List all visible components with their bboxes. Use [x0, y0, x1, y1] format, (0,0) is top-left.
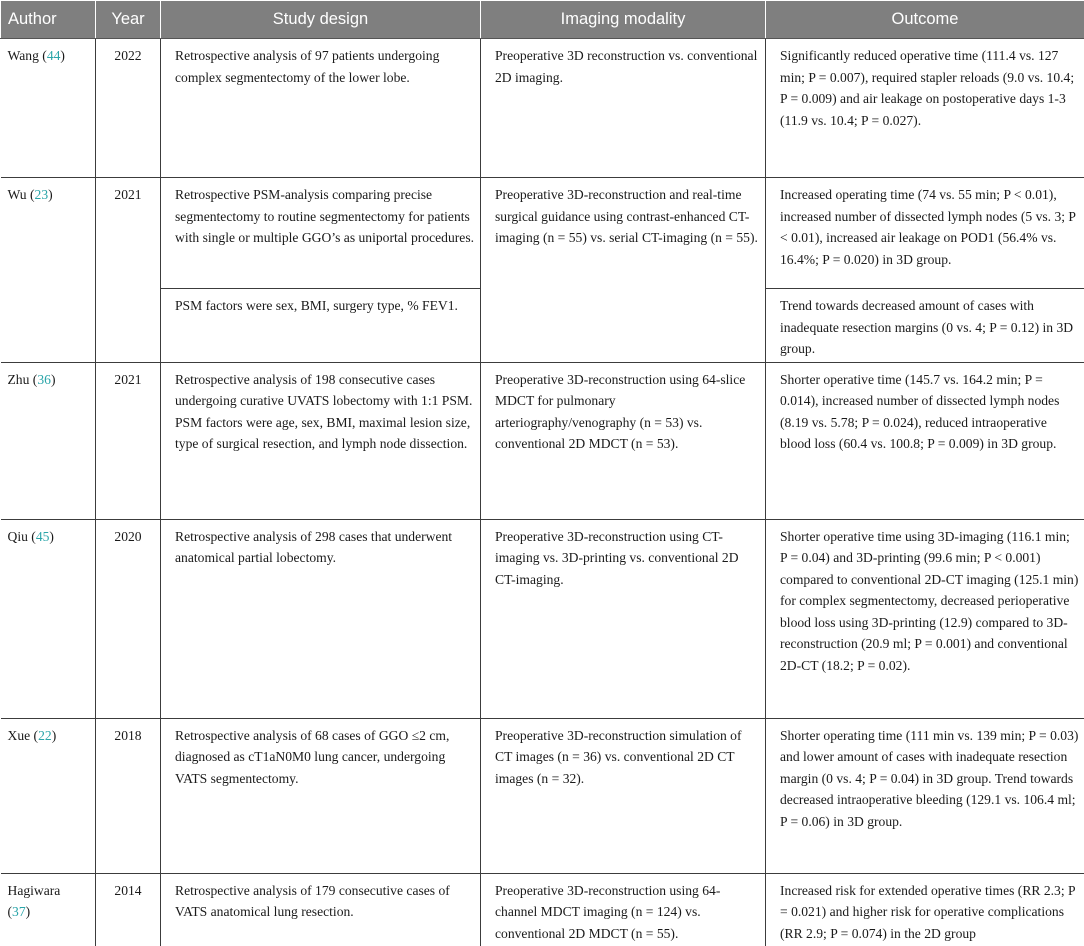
header-study-design: Study design	[161, 1, 481, 39]
imaging-modality-cell: Preoperative 3D-reconstruction using CT-imaging vs. 3D-printing vs. conventional 2D CT-imaging.	[481, 519, 766, 718]
outcome-cell: Increased operating time (74 vs. 55 min; P < 0.01), increased number of dissected lymph nodes (5 vs. 3; P < 0.01), increased air leakage on POD1 (56.4% vs. 16.4%; P = 0.020) in 3D group.	[766, 178, 1084, 289]
reference-link[interactable]: 22	[38, 728, 52, 743]
reference-link[interactable]: 37	[12, 904, 26, 919]
year-cell: 2020	[96, 519, 161, 718]
year-cell: 2018	[96, 718, 161, 873]
table-row	[1, 718, 1084, 873]
outcome-cell: Increased risk for extended operative times (RR 2.3; P = 0.021) and higher risk for operative complications (RR 2.9; P = 0.074) in the 2D group	[766, 873, 1084, 946]
outcome-cell: Shorter operating time (111 min vs. 139 min; P = 0.03) and lower amount of cases with inadequate resection margin (0 vs. 4; P = 0.04) in 3D group. Trend towards decreased intraoperative bleeding (129.1 vs. 106.4 ml; P = 0.06) in 3D group.	[766, 718, 1084, 873]
table-row	[1, 178, 1084, 289]
table-row	[1, 519, 1084, 718]
header-year: Year	[96, 1, 161, 39]
study-design-cell: Retrospective analysis of 298 cases that underwent anatomical partial lobectomy.	[161, 519, 481, 718]
year-cell: 2014	[96, 873, 161, 946]
imaging-modality-cell: Preoperative 3D-reconstruction using 64-slice MDCT for pulmonary arteriography/venography (n = 53) vs. conventional 2D MDCT (n = 53).	[481, 362, 766, 519]
author-name: Wang	[8, 48, 39, 63]
author-name: Qiu	[8, 529, 28, 544]
author-name: Xue	[8, 728, 31, 743]
table-row	[1, 873, 1084, 946]
table-row	[1, 39, 1084, 178]
author-name: Hagiwara	[8, 883, 61, 898]
imaging-modality-cell: Preoperative 3D-reconstruction simulation of CT images (n = 36) vs. conventional 2D CT images (n = 32).	[481, 718, 766, 873]
header-imaging-modality: Imaging modality	[481, 1, 766, 39]
imaging-modality-cell: Preoperative 3D-reconstruction using 64-channel MDCT imaging (n = 124) vs. conventional 2D MDCT (n = 55).	[481, 873, 766, 946]
header-row	[1, 1, 1084, 39]
author-cell: Wang (44)	[1, 39, 96, 178]
study-design-cell: Retrospective PSM-analysis comparing precise segmentectomy to routine segmentectomy for patients with single or multiple GGO’s as uniportal procedures.	[161, 178, 481, 289]
reference-link[interactable]: 23	[35, 187, 49, 202]
year-cell: 2021	[96, 362, 161, 519]
imaging-modality-cell: Preoperative 3D-reconstruction and real-time surgical guidance using contrast-enhanced CT-imaging (n = 55) vs. serial CT-imaging (n = 55).	[481, 178, 766, 363]
author-name: Wu	[8, 187, 27, 202]
author-cell: Xue (22)	[1, 718, 96, 873]
author-cell: Zhu (36)	[1, 362, 96, 519]
outcome-cell: Shorter operative time using 3D-imaging (116.1 min; P = 0.04) and 3D-printing (99.6 min; P < 0.001) compared to conventional 2D-CT imaging (125.1 min) for complex segmentectomy, decreased perioperative blood loss using 3D-printing (12.9) compared to 3D-reconstruction (20.9 ml; P = 0.001) and conventional 2D-CT (18.2; P = 0.02).	[766, 519, 1084, 718]
table-row	[1, 362, 1084, 519]
year-cell: 2022	[96, 39, 161, 178]
imaging-modality-cell: Preoperative 3D reconstruction vs. conventional 2D imaging.	[481, 39, 766, 178]
author-cell: Wu (23)	[1, 178, 96, 363]
reference-link[interactable]: 44	[47, 48, 61, 63]
study-design-cell: Retrospective analysis of 198 consecutive cases undergoing curative UVATS lobectomy with 1:1 PSM. PSM factors were age, sex, BMI, maximal lesion size, type of surgical resection, and lymph node dissection.	[161, 362, 481, 519]
author-name: Zhu	[8, 372, 30, 387]
outcome-cell: Significantly reduced operative time (111.4 vs. 127 min; P = 0.007), required stapler reloads (9.0 vs. 10.4; P = 0.009) and air leakage on postoperative days 1-3 (11.9 vs. 10.4; P = 0.027).	[766, 39, 1084, 178]
outcome-cell-continued: Trend towards decreased amount of cases with inadequate resection margins (0 vs. 4; P = 0.12) in 3D group.	[766, 289, 1084, 363]
author-cell: Qiu (45)	[1, 519, 96, 718]
study-design-cell-continued: PSM factors were sex, BMI, surgery type, % FEV1.	[161, 289, 481, 363]
header-author: Author	[1, 1, 96, 39]
reference-link[interactable]: 36	[37, 372, 51, 387]
study-design-cell: Retrospective analysis of 179 consecutive cases of VATS anatomical lung resection.	[161, 873, 481, 946]
year-cell: 2021	[96, 178, 161, 363]
reference-link[interactable]: 45	[36, 529, 50, 544]
outcome-cell: Shorter operative time (145.7 vs. 164.2 min; P = 0.014), increased number of dissected lymph nodes (8.19 vs. 5.78; P = 0.024), reduced intraoperative blood loss (60.4 vs. 100.8; P = 0.009) in 3D group.	[766, 362, 1084, 519]
header-outcome: Outcome	[766, 1, 1084, 39]
study-design-cell: Retrospective analysis of 68 cases of GGO ≤2 cm, diagnosed as cT1aN0M0 lung cancer, undergoing VATS segmentectomy.	[161, 718, 481, 873]
author-cell: Hagiwara (37)	[1, 873, 96, 946]
study-design-cell: Retrospective analysis of 97 patients undergoing complex segmentectomy of the lower lobe.	[161, 39, 481, 178]
